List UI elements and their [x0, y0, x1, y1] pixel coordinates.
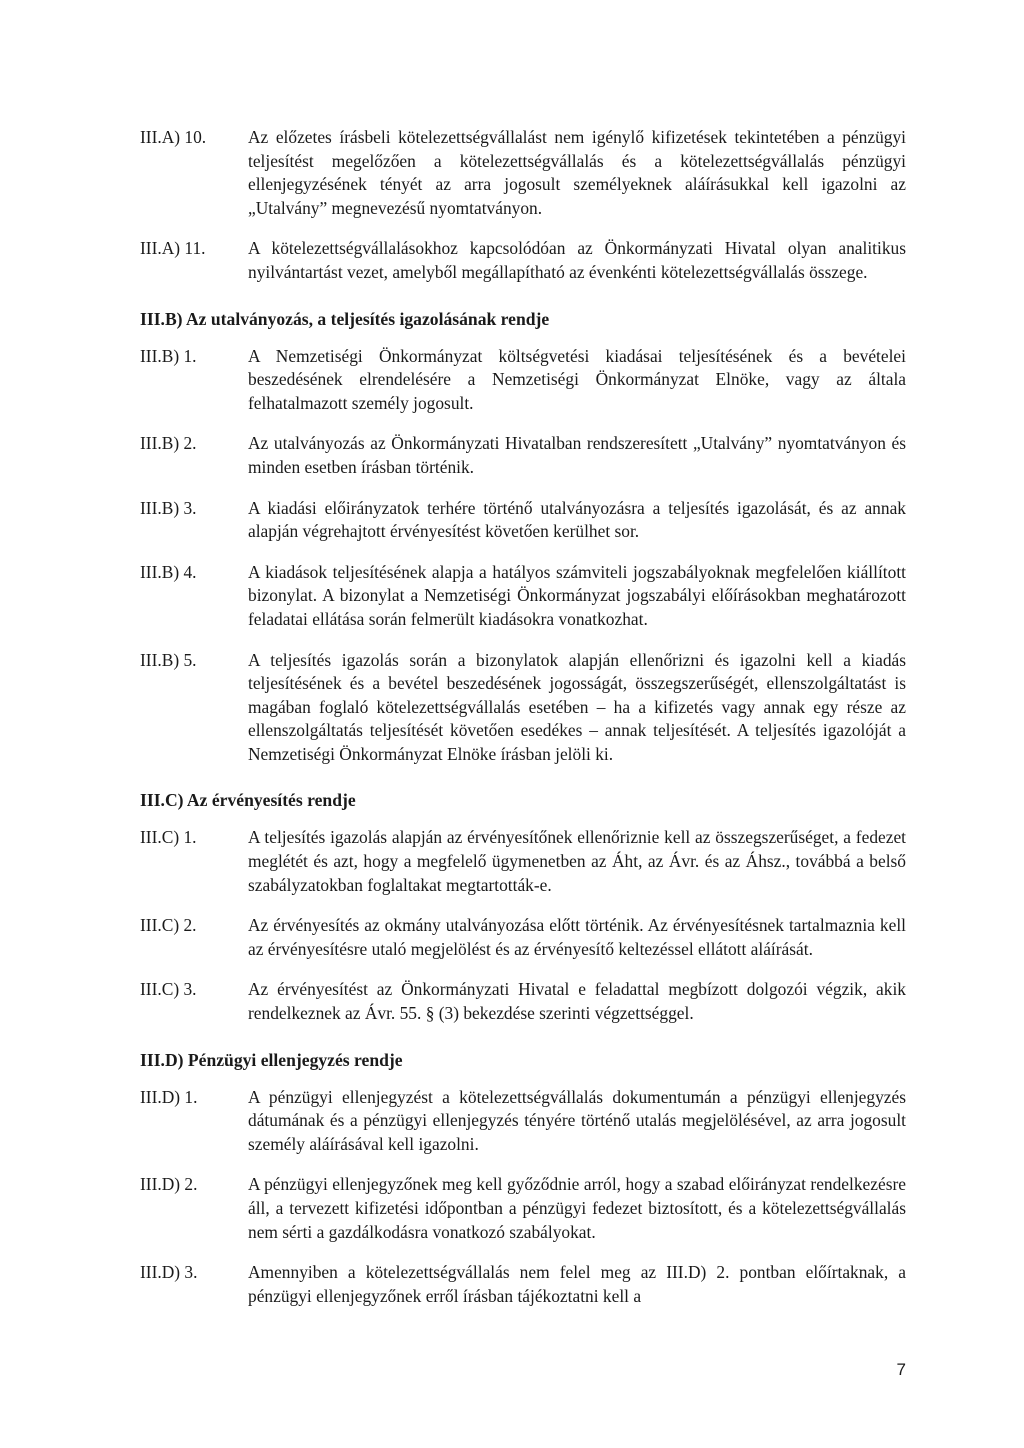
paragraph-text: A pénzügyi ellenjegyzést a kötelezettségvállalás dokumentumán a pénzügyi ellenjegyzés dátumának és a pénzügyi ellenjegyzés tényére történő utalás megjelölésével, az arra jogosult személy aláírásával kell igazolni. [248, 1086, 906, 1154]
paragraph-iii-b-2 [140, 432, 906, 479]
paragraph-number: III.A) 11. [140, 238, 206, 259]
paragraph-iii-a-11 [140, 237, 906, 284]
paragraph-number: III.B) 3. [140, 497, 197, 518]
paragraph-text: A kötelezettségvállalásokhoz kapcsolódóan az Önkormányzati Hivatal olyan analitikus nyilvántartást vezet, amelyből megállapítható az évenkénti kötelezettségvállalás összege. [248, 238, 906, 282]
paragraph-text: Az érvényesítés az okmány utalványozása előtt történik. Az érvényesítésnek tartalmaznia kell az érvényesítésre utaló megjelölést és az érvényesítő keltezéssel ellátott aláírását. [248, 915, 906, 959]
paragraph-iii-b-5 [140, 649, 906, 767]
paragraph-text: Az utalványozás az Önkormányzati Hivatalban rendszeresített „Utalvány” nyomtatványon és minden esetben írásban történik. [248, 433, 906, 477]
paragraph-number: III.D) 1. [140, 1086, 198, 1107]
paragraph-number: III.C) 2. [140, 915, 197, 936]
section-heading-iii-b: III.B) Az utalványozás, a teljesítés igazolásának rendje [140, 308, 550, 329]
paragraph-text: A kiadások teljesítésének alapja a hatályos számviteli jogszabályoknak megfelelően kiállított bizonylat. A bizonylat a Nemzetiségi Önkormányzat jogszabályi előírásokban meghatározott feladatai ellátása során felmerült kiadásokra vonatkozhat. [248, 561, 906, 629]
paragraph-iii-a-10 [140, 126, 906, 220]
paragraph-text: Az előzetes írásbeli kötelezettségvállalást nem igénylő kifizetések tekintetében a pénzügyi teljesítést megelőzően a kötelezettségvállalás és a kötelezettségvállalás pénzügyi ellenjegyzésének tényét az arra jogosult személyeknek aláírásukkal kell igazolni az „Utalvány” megnevezésű nyomtatványon. [248, 127, 906, 218]
paragraph-text: Amennyiben a kötelezettségvállalás nem felel meg az III.D) 2. pontban előírtaknak, a pénzügyi ellenjegyzőnek erről írásban tájékoztatni kell a [248, 1262, 906, 1306]
paragraph-iii-c-1 [140, 826, 906, 897]
paragraph-number: III.B) 1. [140, 345, 197, 366]
paragraph-number: III.B) 4. [140, 561, 197, 582]
page-number: 7 [896, 1360, 906, 1379]
paragraph-iii-c-2 [140, 914, 906, 961]
paragraph-text: A teljesítés igazolás során a bizonylatok alapján ellenőrizni és igazolni kell a kiadás teljesítésének és a bevétel beszedésének jogosságát, összegszerűségét, ellenszolgáltatást is magában foglaló kötelezettségvállalás esetében – ha a kifizetés vagy annak egy része az ellenszolgáltatás teljesítését követően esedékes – annak teljesítését. A teljesítés igazolóját a Nemzetiségi Önkormányzat Elnöke írásban jelöli ki. [248, 649, 906, 764]
paragraph-iii-d-3 [140, 1261, 906, 1308]
paragraph-number: III.B) 2. [140, 433, 197, 454]
paragraph-iii-b-1 [140, 345, 906, 416]
paragraph-text: A kiadási előirányzatok terhére történő utalványozásra a teljesítés igazolását, és az annak alapján végrehajtott érvényesítést követően kerülhet sor. [248, 497, 906, 542]
paragraph-iii-c-3 [140, 978, 906, 1025]
paragraph-number: III.C) 1. [140, 827, 197, 848]
section-heading-iii-d: III.D) Pénzügyi ellenjegyzés rendje [140, 1049, 403, 1070]
paragraph-iii-b-4 [140, 561, 906, 632]
paragraph-number: III.D) 2. [140, 1174, 198, 1195]
section-heading-iii-c: III.C) Az érvényesítés rendje [140, 790, 356, 811]
paragraph-number: III.B) 5. [140, 649, 197, 670]
paragraph-text: Az érvényesítést az Önkormányzati Hivatal e feladattal megbízott dolgozói végzik, akik rendelkeznek az Ávr. 55. § (3) bekezdése szerinti végzettséggel. [248, 979, 906, 1024]
paragraph-iii-d-2 [140, 1173, 906, 1244]
paragraph-number: III.D) 3. [140, 1262, 198, 1283]
paragraph-number: III.C) 3. [140, 979, 197, 1000]
paragraph-text: A pénzügyi ellenjegyzőnek meg kell győződnie arról, hogy a szabad előirányzat rendelkezésre áll, a tervezett kifizetési időpontban a pénzügyi fedezet biztosított, és a kötelezettségvállalás nem sérti a gazdálkodásra vonatkozó szabályokat. [248, 1174, 906, 1242]
paragraph-number: III.A) 10. [140, 127, 207, 147]
paragraph-iii-b-3 [140, 497, 906, 544]
paragraph-text: A Nemzetiségi Önkormányzat költségvetési kiadásai teljesítésének és a bevételei beszedésének elrendelésére a Nemzetiségi Önkormányzat Elnöke, vagy az általa felhatalmazott személy jogosult. [248, 345, 906, 413]
page-content [140, 126, 906, 1308]
paragraph-text: A teljesítés igazolás alapján az érvényesítőnek ellenőriznie kell az összegszerűséget, a fedezet meglétét és azt, hogy a megfelelő ügymenetben az Áht, az Ávr. és az Áhsz., továbbá a belső szabályzatokban foglaltakat megtartották-e. [248, 827, 906, 895]
paragraph-iii-d-1 [140, 1086, 906, 1157]
